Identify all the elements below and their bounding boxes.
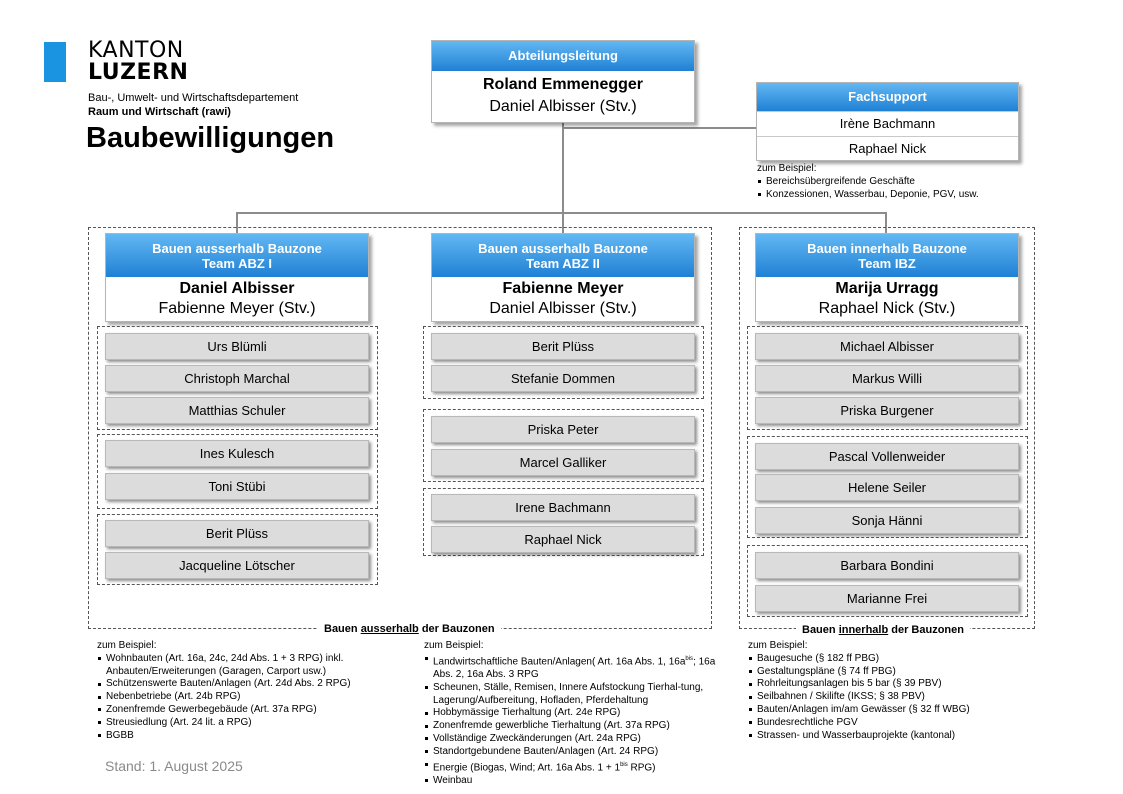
team-abz2-title: [432, 234, 694, 277]
member-box: Christoph Marchal: [105, 365, 369, 392]
examples-intro: zum Beispiel:: [97, 640, 157, 651]
member-box: Stefanie Dommen: [431, 365, 695, 392]
example-item: Nebenbetriebe (Art. 24b RPG): [97, 691, 387, 704]
example-item: Streusiedlung (Art. 24 lit. a RPG): [97, 717, 387, 730]
example-item: Baugesuche (§ 182 ff PBG): [748, 653, 1028, 666]
team-ibz-deputy: Raphael Nick (Stv.): [818, 300, 956, 317]
team-ibz-title: [756, 234, 1018, 277]
stand-date: Stand: 1. August 2025: [105, 758, 243, 774]
example-item-text: RPG): [627, 761, 656, 773]
section-label-post: der Bauzonen: [888, 624, 964, 636]
member-box: Priska Burgener: [755, 397, 1019, 424]
superscript-bis: bis: [685, 655, 694, 662]
example-item-text: Energie (Biogas, Wind; Art. 16a Abs. 1 + 1: [433, 761, 621, 773]
member-box: Ines Kulesch: [105, 440, 369, 467]
examples-outside-2: [424, 640, 720, 787]
section-label-inside: [796, 623, 970, 637]
section-label-pre: Bauen: [324, 623, 361, 635]
connector-fachsupport: [562, 127, 756, 129]
example-item: BGBB: [97, 730, 387, 743]
fachsupport-member: Irène Bachmann: [757, 111, 1018, 136]
head-deputy: Daniel Albisser (Stv.): [489, 98, 637, 115]
member-box: Berit Plüss: [105, 520, 369, 547]
example-item: Bereichsübergreifende Geschäfte: [757, 176, 1017, 189]
team-abz1-title-line1: Bauen ausserhalb Bauzone: [152, 241, 322, 256]
example-item: Gestaltungspläne (§ 74 ff PBG): [748, 666, 1028, 679]
fachsupport-member: Raphael Nick: [757, 136, 1018, 161]
example-item: Seilbahnen / Skilifte (IKSS; § 38 PBV): [748, 691, 1028, 704]
team-abz2-leader: Fabienne Meyer: [502, 280, 624, 297]
example-item: Vollständige Zweckänderungen (Art. 24a RPG): [424, 733, 720, 746]
examples-outside-1: [97, 640, 387, 742]
example-item: [424, 653, 720, 682]
page-title: Baubewilligungen: [86, 122, 335, 154]
member-box: Marcel Galliker: [431, 449, 695, 476]
fachsupport-title: Fachsupport: [757, 83, 1018, 111]
example-item: Hobbymässige Tierhaltung (Art. 24e RPG): [424, 707, 720, 720]
member-box: Marianne Frei: [755, 585, 1019, 612]
team-abz2-deputy: Daniel Albisser (Stv.): [489, 300, 637, 317]
team-abz1-leader: Daniel Albisser: [179, 280, 295, 297]
team-abz2-box: [431, 233, 695, 322]
member-box: Urs Blümli: [105, 333, 369, 360]
member-box: Barbara Bondini: [755, 552, 1019, 579]
head-leader: Roland Emmenegger: [482, 76, 644, 93]
superscript-bis: bis: [620, 761, 628, 768]
member-box: Jacqueline Lötscher: [105, 552, 369, 579]
logo-mark: [44, 42, 66, 82]
member-box: Toni Stübi: [105, 473, 369, 500]
division-name: Raum und Wirtschaft (rawi): [88, 106, 231, 118]
member-box: Priska Peter: [431, 416, 695, 443]
team-ibz-leader: Marija Urragg: [835, 280, 939, 297]
section-label-underlined: ausserhalb: [360, 623, 419, 635]
example-item: Weinbau: [424, 775, 720, 788]
connector-main-vertical: [562, 123, 564, 233]
example-item: [424, 759, 720, 775]
member-box: Berit Plüss: [431, 333, 695, 360]
example-item: Standortgebundene Bauten/Anlagen (Art. 24 RPG): [424, 746, 720, 759]
section-label-outside: [318, 622, 501, 636]
logo-line2: LUZERN: [88, 60, 189, 85]
team-ibz-title-line2: Team IBZ: [858, 256, 916, 271]
department-name: Bau-, Umwelt- und Wirtschaftsdepartement: [88, 92, 299, 104]
fachsupport-box: [756, 82, 1019, 161]
member-box: Michael Albisser: [755, 333, 1019, 360]
logo: [88, 40, 188, 84]
team-abz1-title-line2: Team ABZ I: [201, 256, 273, 271]
examples-intro: zum Beispiel:: [424, 640, 484, 651]
member-box: Matthias Schuler: [105, 397, 369, 424]
example-item: Wohnbauten (Art. 16a, 24c, 24d Abs. 1 + 3 RPG) inkl. Anbauten/Erweiterungen (Garagen, Carport usw.): [97, 653, 387, 679]
team-abz2-title-line2: Team ABZ II: [526, 256, 600, 271]
member-box: Raphael Nick: [431, 526, 695, 553]
head-title: Abteilungsleitung: [432, 41, 694, 71]
head-box: [431, 40, 695, 123]
examples-intro: zum Beispiel:: [748, 640, 808, 651]
section-label-post: der Bauzonen: [418, 623, 495, 635]
example-item: Schützenswerte Bauten/Anlagen (Art. 24d Abs. 2 RPG): [97, 678, 387, 691]
team-abz1-deputy: Fabienne Meyer (Stv.): [158, 300, 316, 317]
member-box: Irene Bachmann: [431, 494, 695, 521]
team-abz1-title: [106, 234, 368, 277]
section-label-pre: Bauen: [802, 624, 839, 636]
examples-inside: [748, 640, 1028, 742]
fachsupport-examples: [757, 163, 1017, 201]
member-box: Helene Seiler: [755, 474, 1019, 501]
example-item: Bundesrechtliche PGV: [748, 717, 1028, 730]
member-box: Sonja Hänni: [755, 507, 1019, 534]
department: [88, 91, 298, 119]
example-item: Strassen- und Wasserbauprojekte (kantonal): [748, 730, 1028, 743]
example-item: Scheunen, Ställe, Remisen, Innere Aufstockung Tierhal-tung, Lagerung/Aufbereitung, Hofladen, Pferdehaltung: [424, 682, 720, 708]
team-ibz-box: [755, 233, 1019, 322]
member-box: Pascal Vollenweider: [755, 443, 1019, 470]
team-ibz-title-line1: Bauen innerhalb Bauzone: [807, 241, 967, 256]
examples-intro: zum Beispiel:: [757, 163, 817, 174]
example-item-text: Landwirtschaftliche Bauten/Anlagen( Art. 16a Abs. 1, 16a: [433, 656, 686, 668]
member-box: Markus Willi: [755, 365, 1019, 392]
example-item: Zonenfremde gewerbliche Tierhaltung (Art. 37a RPG): [424, 720, 720, 733]
section-label-underlined: innerhalb: [838, 624, 889, 636]
example-item-text: ; 16a Abs. 2, 16a Abs. 3 RPG: [433, 656, 716, 680]
logo-line1: KANTON: [88, 38, 184, 63]
example-item: Konzessionen, Wasserbau, Deponie, PGV, usw.: [757, 189, 1017, 202]
example-item: Bauten/Anlagen im/am Gewässer (§ 32 ff WBG): [748, 704, 1028, 717]
connector-horizontal: [236, 212, 887, 214]
example-item: Rohrleitungsanlagen bis 5 bar (§ 39 PBV): [748, 678, 1028, 691]
team-abz1-box: [105, 233, 369, 322]
example-item: Zonenfremde Gewerbegebäude (Art. 37a RPG): [97, 704, 387, 717]
team-abz2-title-line1: Bauen ausserhalb Bauzone: [478, 241, 648, 256]
